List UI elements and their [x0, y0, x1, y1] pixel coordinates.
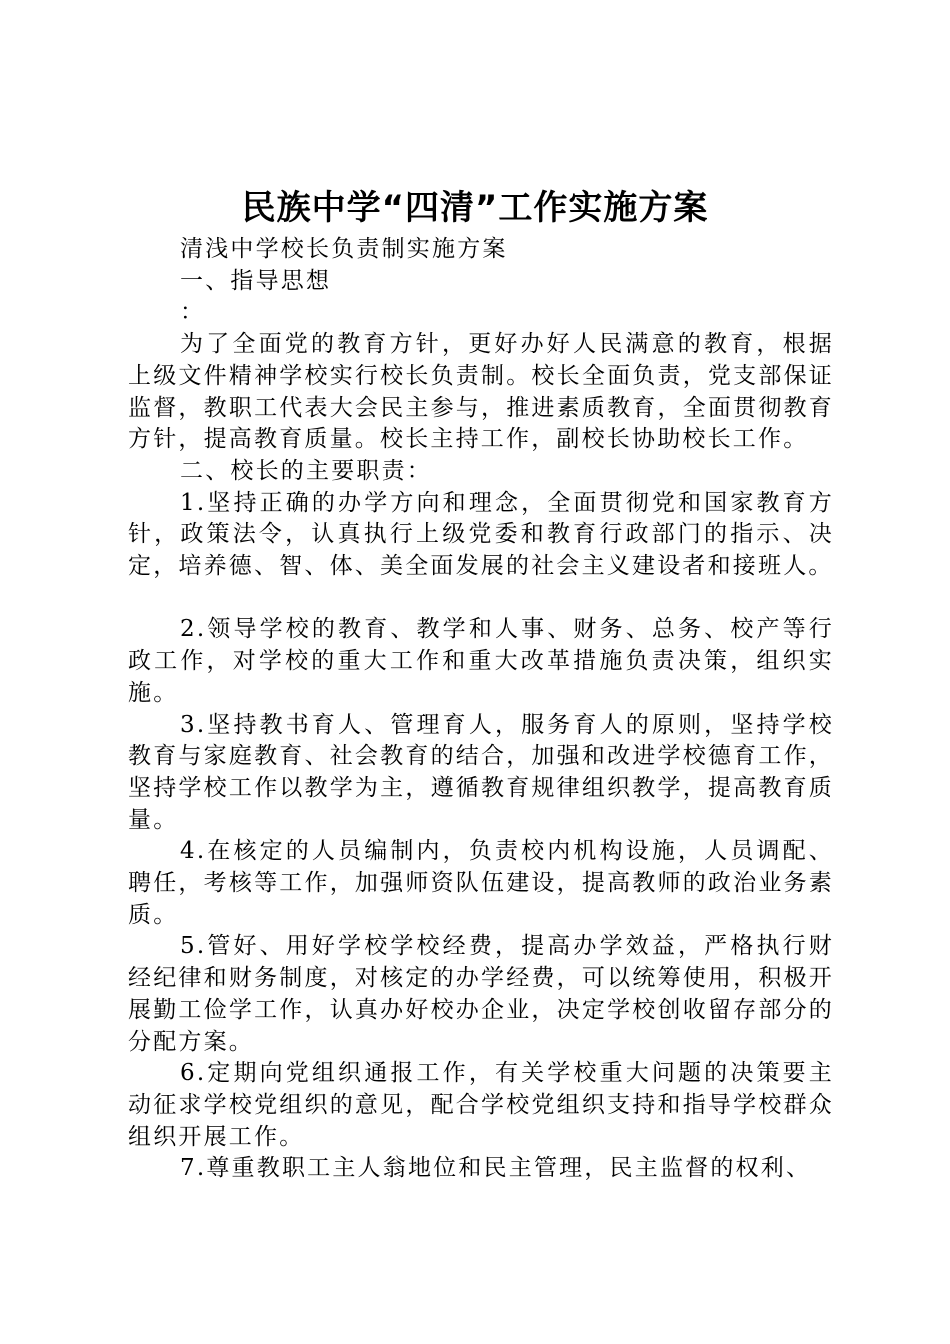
duty-item-2: 2.领导学校的教育、教学和人事、财务、总务、校产等行政工作，对学校的重大工作和重大改革措施负责决策，组织实施。 — [128, 616, 834, 706]
duty-item-6: 6.定期向党组织通报工作，有关学校重大问题的决策要主动征求学校党组织的意见，配合学校党组织支持和指导学校群众组织开展工作。 — [128, 1060, 834, 1150]
section-heading-guiding-ideology: 一、指导思想 — [180, 267, 332, 294]
colon-line: ： — [180, 299, 206, 326]
duty-item-3: 3.坚持教书育人、管理育人，服务育人的原则，坚持学校教育与家庭教育、社会教育的结合，加强和改进学校德育工作，坚持学校工作以教学为主，遵循教育规律组织教学，提高教育质量。 — [128, 711, 834, 833]
duty-item-7: 7.尊重教职工主人翁地位和民主管理，民主监督的权利、 — [180, 1155, 812, 1182]
document-body — [128, 234, 834, 1185]
duty-item-4: 4.在核定的人员编制内，负责校内机构设施，人员调配、聘任，考核等工作，加强师资队伍建设，提高教师的政治业务素质。 — [128, 838, 834, 928]
section-heading-principal-duties: 二、校长的主要职责： — [180, 457, 432, 484]
paragraph-intro: 为了全面党的教育方针，更好办好人民满意的教育，根据上级文件精神学校实行校长负责制。校长全面负责，党支部保证监督，教职工代表大会民主参与，推进素质教育，全面贯彻教育方针，提高教育质量。校长主持工作，副校长协助校长工作。 — [128, 331, 834, 453]
subtitle-paragraph: 清浅中学校长负责制实施方案 — [180, 236, 508, 262]
duty-item-1: 1.坚持正确的办学方向和理念，全面贯彻党和国家教育方针，政策法令，认真执行上级党委和教育行政部门的指示、决定，培养德、智、体、美全面发展的社会主义建设者和接班人。 — [128, 489, 834, 580]
blank-line — [128, 583, 834, 615]
duty-item-5: 5.管好、用好学校学校经费，提高办学效益，严格执行财经纪律和财务制度，对核定的办学经费，可以统筹使用，积极开展勤工俭学工作，认真办好校办企业，决定学校创收留存部分的分配方案。 — [128, 933, 834, 1055]
document-title: 民族中学“四清”工作实施方案 — [241, 188, 709, 228]
